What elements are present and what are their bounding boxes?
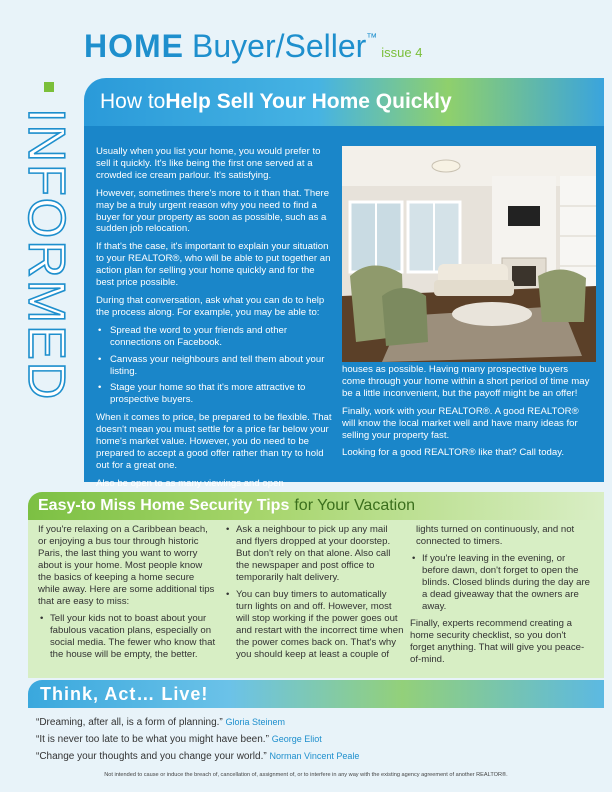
security-title-rest: for Your Vacation — [294, 497, 416, 514]
masthead-home: HOME — [84, 28, 184, 64]
quote-author: Norman Vincent Peale — [269, 751, 360, 761]
security-bullet: • Ask a neighbour to pick up any mail and flyers dropped at your doorstep. But don't rely on that alone. Also call the newspaper and post office to temporarily halt delivery. — [224, 524, 404, 584]
quotes-list — [36, 714, 596, 765]
security-column-3 — [410, 524, 590, 671]
security-closing: Finally, experts recommend creating a home security checklist, so you don't forget anything. That will give you peace-of-mind. — [410, 618, 585, 665]
security-banner — [28, 492, 604, 520]
security-bullet-list — [38, 613, 218, 661]
quote-text: “Change your thoughts and you change your world.” — [36, 751, 267, 762]
brand-square-icon — [44, 82, 54, 92]
security-intro: If you're relaxing on a Caribbean beach, or enjoying a bus tour through historic Paris, the last thing you want to worry about is your home. Most people know the basics of keeping a home secure while away. Here are some additional tips that are easy to miss: — [38, 524, 215, 607]
living-room-photo — [342, 146, 596, 362]
quote-line — [36, 714, 596, 731]
feature-paragraph: Looking for a good REALTOR® like that? Call today. — [342, 447, 564, 459]
feature-title-bold: Help Sell Your Home Quickly — [165, 90, 452, 113]
feature-paragraph: Usually when you list your home, you would prefer to sell it quickly. It's like being the first one served at a crowded ice cream parlour. It's satisfying. — [96, 146, 321, 181]
security-article — [28, 520, 604, 678]
feature-right-column — [342, 364, 594, 465]
living-room-illustration — [342, 146, 596, 362]
security-column-2 — [224, 524, 404, 666]
feature-bullet-list — [96, 325, 332, 406]
disclaimer: Not intended to cause or induce the breach of, cancellation of, assignment of, or to interfere in any way with the existing agency agreement of another REALTOR®. — [104, 772, 508, 778]
security-bullet: • Tell your kids not to boast about your fabulous vacation plans, especially on social media. The fewer who know that the house will be empty, the better. — [38, 613, 218, 661]
security-title-bold: Easy-to Miss Home Security Tips — [38, 497, 290, 514]
feature-article — [84, 126, 604, 489]
quote-text: “Dreaming, after all, is a form of planning.” — [36, 717, 223, 728]
security-column-1 — [38, 524, 218, 666]
side-brand — [0, 38, 75, 498]
quote-author: Gloria Steinem — [225, 717, 286, 727]
feature-bullet: • Spread the word to your friends and other connections on Facebook. — [96, 325, 332, 349]
quote-line — [36, 748, 596, 765]
informed-wordmark: INFORMED — [17, 108, 75, 402]
quote-text: “It is never too late to be what you might have been.” — [36, 734, 269, 745]
masthead — [84, 28, 604, 72]
feature-paragraph: If that's the case, it's important to explain your situation to your REALTOR®, who will be able to put together an action plan for selling your home quickly and for the best price possible. — [96, 241, 331, 289]
masthead-buyer-seller: Buyer/Seller — [192, 28, 367, 64]
security-bullet: • You can buy timers to automatically turn lights on and off. However, most will stop working if the power goes out and restart with the incorrect time when the power comes back on. That's why you should keep at least a couple of — [224, 589, 404, 661]
feature-paragraph: During that conversation, ask what you can do to help the process along. For example, you may be able to: — [96, 294, 325, 318]
security-bullet-list — [224, 524, 404, 661]
quote-author: George Eliot — [271, 734, 322, 744]
feature-left-column — [96, 146, 332, 496]
security-continued: lights turned on continuously, and not connected to timers. — [416, 524, 575, 547]
trademark-symbol: ™ — [366, 32, 378, 44]
feature-paragraph: When it comes to price, be prepared to be flexible. That doesn't mean you must settle for a price far below your home's market value. However, you do need to be prepared to accept a good offer rather than try to hold out for a great one. — [96, 412, 332, 471]
feature-paragraph: houses as possible. Having many prospective buyers come through your home within a short period of time may be a little inconvenient, but the payoff might be an offer! — [342, 364, 590, 399]
feature-bullet: • Canvass your neighbours and tell them about your listing. — [96, 354, 332, 378]
feature-title-prefix: How to — [100, 90, 166, 113]
feature-bullet: • Stage your home so that it's more attractive to prospective buyers. — [96, 382, 332, 406]
think-banner: Think, Act… Live! — [28, 680, 604, 708]
security-bullet-list — [410, 553, 590, 613]
feature-paragraph: However, sometimes there's more to it than that. There may be a truly urgent reason why you need to find a buyer for your property as soon as possible, such as a sudden job relocation. — [96, 187, 330, 235]
issue-number: issue 4 — [381, 45, 423, 60]
quote-line — [36, 731, 596, 748]
feature-banner — [84, 78, 604, 126]
feature-paragraph: Finally, work with your REALTOR®. A good REALTOR® will know the local market well and have many ideas for selling your property fast. — [342, 405, 579, 441]
security-bullet: • If you're leaving in the evening, or before dawn, don't forget to open the blinds. Closed blinds during the day are a dead giveaway that the owners are away. — [410, 553, 590, 613]
feature-paragraph: Also be open to as many viewings and open — [96, 477, 284, 489]
